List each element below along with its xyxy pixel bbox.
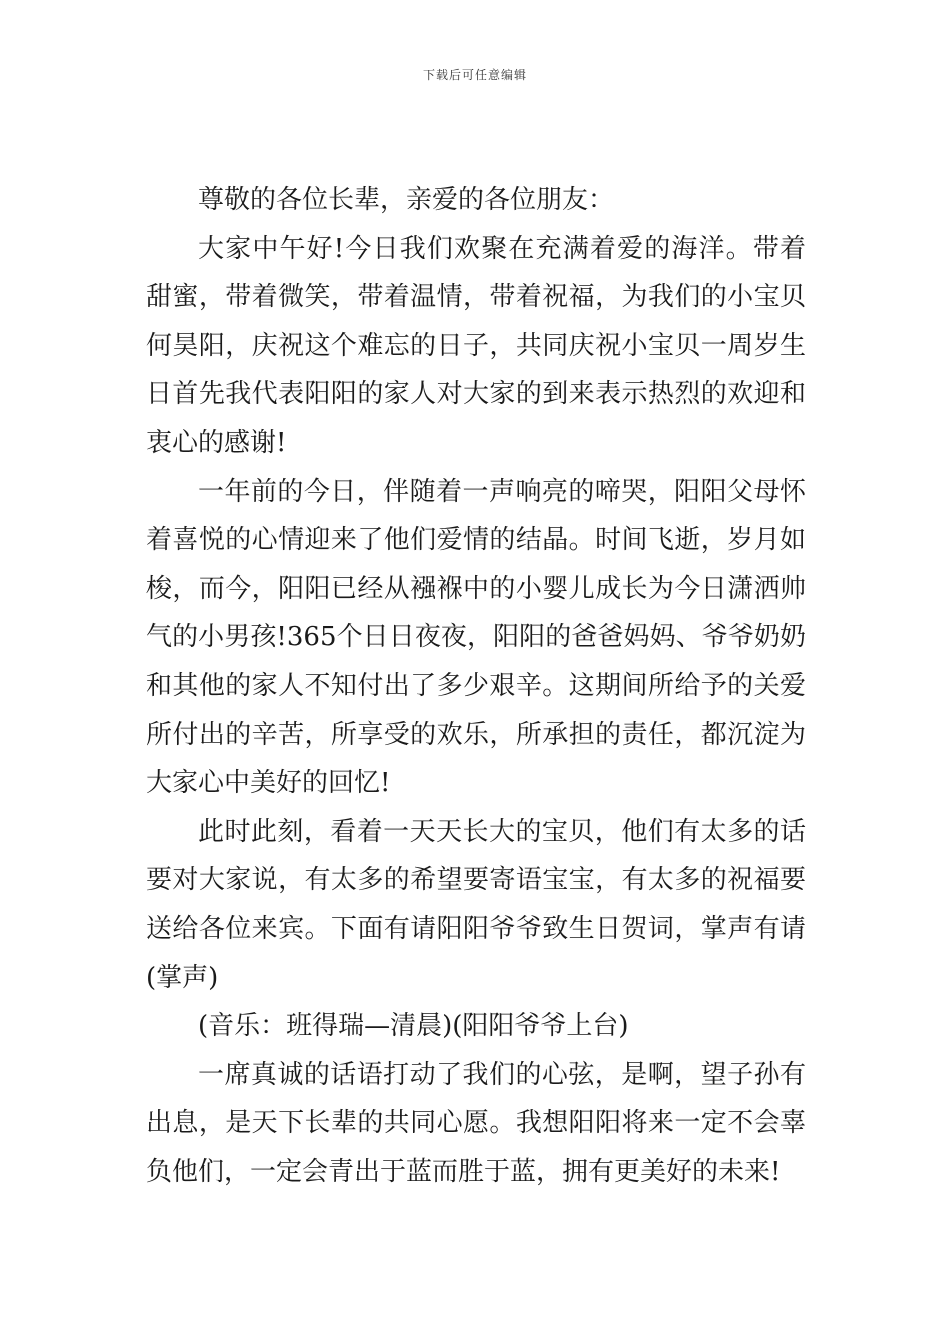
salutation: 尊敬的各位长辈，亲爱的各位朋友： [198,185,615,215]
paragraph-music-note: (音乐：班得瑞—清晨)(阳阳爷爷上台) [198,1011,629,1042]
document-body [146,176,806,1196]
paragraph-greeting: 大家中午好!今日我们欢聚在充满着爱的海洋。带着甜蜜，带着微笑，带着温情，带着祝福，为我们的小宝贝何昊阳，庆祝这个难忘的日子，共同庆祝小宝贝一周岁生日首先我代表阳阳的家人对大家的到来表示热烈的欢迎和衷心的感谢! [146,233,806,458]
paragraph-closing: 一席真诚的话语打动了我们的心弦，是啊，望子孙有出息，是天下长辈的共同心愿。我想阳阳将来一定不会辜负他们，一定会青出于蓝而胜于蓝，拥有更美好的未来! [146,1059,806,1187]
paragraph-one-year-ago: 一年前的今日，伴随着一声响亮的啼哭，阳阳父母怀着喜悦的心情迎来了他们爱情的结晶。时间飞逝，岁月如梭，而今，阳阳已经从襁褓中的小婴儿成长为今日潇洒帅气的小男孩!365个日日夜夜，阳阳的爸爸妈妈、爷爷奶奶和其他的家人不知付出了多少艰辛。这期间所给予的关爱所付出的辛苦，所享受的欢乐，所承担的责任，都沉淀为大家心中美好的回忆! [146,476,806,799]
page-header-note: 下载后可任意编辑 [422,68,527,82]
paragraph-this-moment: 此时此刻，看着一天天长大的宝贝，他们有太多的话要对大家说，有太多的希望要寄语宝宝，有太多的祝福要送给各位来宾。下面有请阳阳爷爷致生日贺词，掌声有请(掌声) [146,816,806,993]
